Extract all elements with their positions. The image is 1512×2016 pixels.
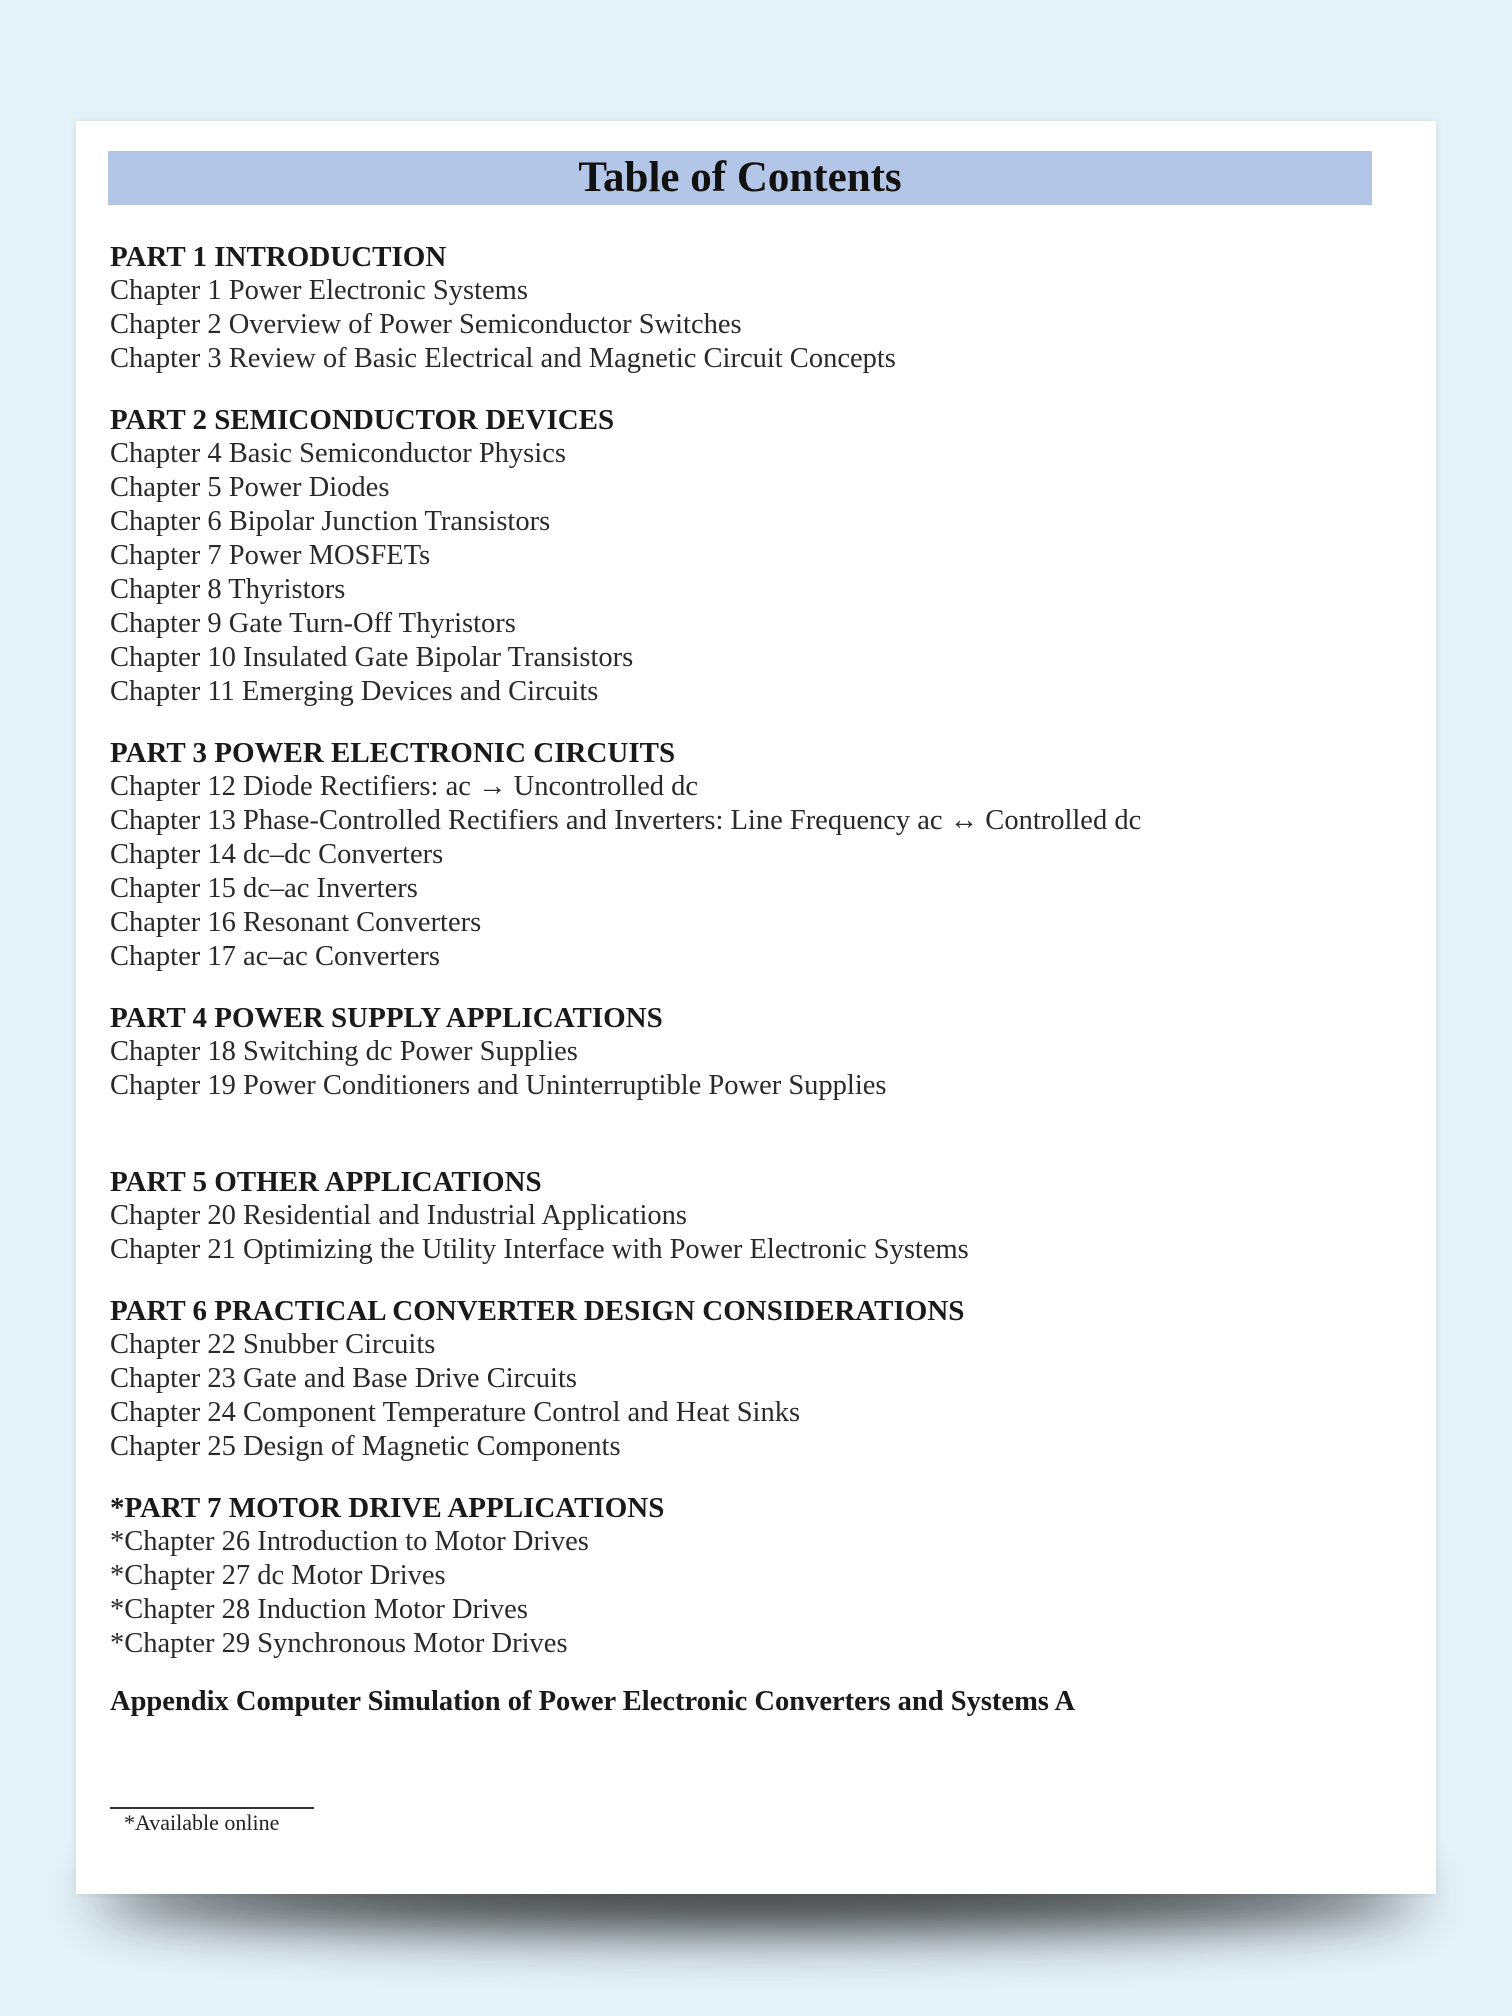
part-heading: PART 3 POWER ELECTRONIC CIRCUITS xyxy=(110,737,676,769)
toc-part xyxy=(110,1491,1400,1661)
chapter-entry: Chapter 8 Thyristors xyxy=(110,574,346,605)
chapter-entry: Chapter 9 Gate Turn-Off Thyristors xyxy=(110,608,516,639)
chapter-entry: *Chapter 29 Synchronous Motor Drives xyxy=(110,1628,568,1659)
chapter-entry: Chapter 16 Resonant Converters xyxy=(110,907,482,938)
chapter-entry: *Chapter 28 Induction Motor Drives xyxy=(110,1594,528,1625)
document-page xyxy=(76,121,1436,1894)
chapter-entry: Chapter 10 Insulated Gate Bipolar Transistors xyxy=(110,642,634,673)
chapter-entry: Chapter 2 Overview of Power Semiconductor Switches xyxy=(110,309,742,340)
toc-part xyxy=(110,1294,1400,1464)
chapter-entry: *Chapter 26 Introduction to Motor Drives xyxy=(110,1526,589,1557)
chapter-entry: Chapter 1 Power Electronic Systems xyxy=(110,275,528,306)
chapter-entry: Chapter 21 Optimizing the Utility Interface with Power Electronic Systems xyxy=(110,1234,969,1265)
chapter-entry: Chapter 14 dc–dc Converters xyxy=(110,839,444,870)
chapter-entry: Chapter 11 Emerging Devices and Circuits xyxy=(110,676,599,707)
chapter-entry: Chapter 3 Review of Basic Electrical and Magnetic Circuit Concepts xyxy=(110,343,896,374)
appendix-entry: Appendix Computer Simulation of Power Electronic Converters and Systems A xyxy=(110,1686,1076,1717)
chapter-entry: Chapter 19 Power Conditioners and Uninterruptible Power Supplies xyxy=(110,1070,887,1101)
part-heading: PART 2 SEMICONDUCTOR DEVICES xyxy=(110,404,615,436)
toc-part xyxy=(110,736,1400,974)
part-heading: PART 6 PRACTICAL CONVERTER DESIGN CONSIDERATIONS xyxy=(110,1295,965,1327)
page-title: Table of Contents xyxy=(578,154,902,201)
chapter-entry: Chapter 22 Snubber Circuits xyxy=(110,1329,436,1360)
chapter-entry: Chapter 15 dc–ac Inverters xyxy=(110,873,418,904)
chapter-entry: Chapter 5 Power Diodes xyxy=(110,472,390,503)
chapter-entry: Chapter 25 Design of Magnetic Components xyxy=(110,1431,621,1462)
chapter-entry: Chapter 24 Component Temperature Control and Heat Sinks xyxy=(110,1397,801,1428)
chapter-entry: Chapter 7 Power MOSFETs xyxy=(110,540,431,571)
toc-list xyxy=(110,240,1400,1719)
chapter-entry: Chapter 4 Basic Semiconductor Physics xyxy=(110,438,566,469)
chapter-entry: Chapter 13 Phase-Controlled Rectifiers and Inverters: Line Frequency ac ↔ Controlled dc xyxy=(110,805,1142,836)
part-heading: PART 4 POWER SUPPLY APPLICATIONS xyxy=(110,1002,663,1034)
chapter-entry: Chapter 23 Gate and Base Drive Circuits xyxy=(110,1363,577,1394)
part-heading: *PART 7 MOTOR DRIVE APPLICATIONS xyxy=(110,1492,665,1524)
toc-part xyxy=(110,1165,1400,1267)
chapter-entry: Chapter 18 Switching dc Power Supplies xyxy=(110,1036,578,1067)
toc-part xyxy=(110,240,1400,376)
part-heading: PART 5 OTHER APPLICATIONS xyxy=(110,1166,542,1198)
chapter-entry: Chapter 6 Bipolar Junction Transistors xyxy=(110,506,551,537)
chapter-entry: Chapter 17 ac–ac Converters xyxy=(110,941,440,972)
toc-part xyxy=(110,403,1400,709)
footnote-rule xyxy=(110,1807,314,1809)
toc-part xyxy=(110,1001,1400,1103)
footnote: *Available online xyxy=(124,1810,280,1835)
part-heading: PART 1 INTRODUCTION xyxy=(110,241,447,273)
chapter-entry: *Chapter 27 dc Motor Drives xyxy=(110,1560,446,1591)
title-banner xyxy=(108,151,1372,205)
chapter-entry: Chapter 12 Diode Rectifiers: ac → Uncontrolled dc xyxy=(110,771,699,802)
chapter-entry: Chapter 20 Residential and Industrial Applications xyxy=(110,1200,688,1231)
